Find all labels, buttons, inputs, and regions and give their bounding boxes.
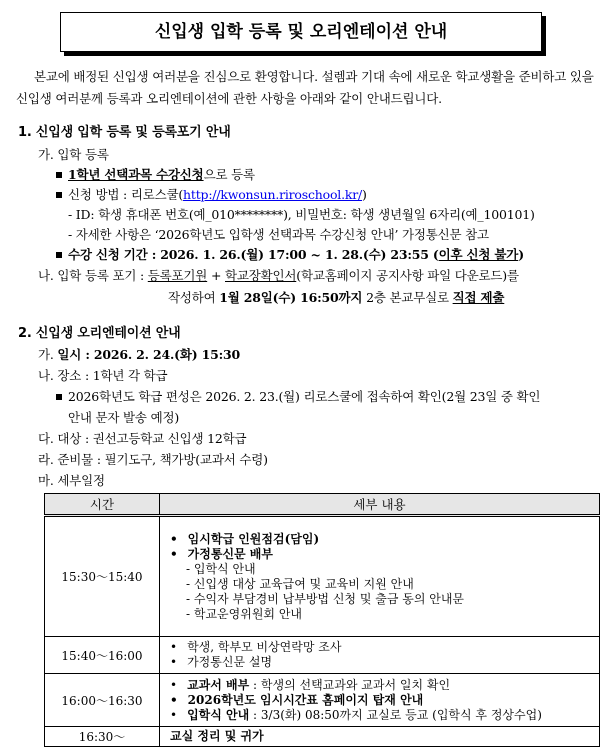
table-row: [45, 727, 600, 747]
list-item: - 수익자 부담경비 납부방법 신청 및 출금 동의 안내문: [186, 591, 465, 606]
section1-heading: 1. 신입생 입학 등록 및 등록포기 안내: [18, 125, 231, 140]
column-header-details: 세부 내용: [160, 494, 600, 516]
section2-na: 나. 장소 : 1학년 각 학급: [38, 368, 168, 383]
section1-na-line2: [168, 289, 504, 307]
submit-in-person: 직접 제출: [452, 290, 505, 305]
section1-na: [38, 267, 519, 285]
time-cell: 16:00～16:30: [45, 674, 160, 727]
section2-da: 다. 대상 : 권선고등학교 신입생 12학급: [38, 431, 247, 446]
submit-prefix: 작성하여: [168, 290, 220, 305]
riroschool-link[interactable]: http://kwonsun.riroschool.kr/: [183, 187, 363, 202]
square-bullet-icon: [56, 394, 62, 400]
page-title: 신입생 입학 등록 및 오리엔테이션 안내: [60, 12, 542, 52]
course-registration-label: 1학년 선택과목 수강신청: [68, 167, 204, 182]
table-row: [45, 674, 600, 727]
list-item: • 가정통신문 배부: [170, 547, 593, 562]
list-item: [170, 708, 593, 723]
list-item: • 학생, 학부모 비상연락망 조사: [170, 640, 593, 655]
submit-deadline: 1월 28일(수) 16:50까지: [219, 290, 363, 305]
ceremony-detail: : 3/3(화) 08:50까지 교실로 등교 (입학식 후 정상수업): [249, 707, 542, 722]
ceremony-label: 입학식 안내: [187, 707, 250, 722]
method-label: 신청 방법 : 리로스쿨(: [68, 187, 184, 202]
section2-ra: 라. 준비물 : 필기도구, 책가방(교과서 수령): [38, 452, 268, 467]
details-reference: - 자세한 사항은 ‘2026학년도 입학생 선택과목 수강신청 안내’ 가정통신문 참고: [68, 227, 489, 242]
list-item: - 신입생 대상 교육급여 및 교육비 지원 안내: [186, 576, 414, 591]
class-assignment-line2: 안내 문자 발송 예정): [68, 410, 179, 425]
download-note: (학교홈페이지 공지사항 파일 다운로드)를: [296, 268, 519, 283]
withdrawal-form: 등록포기원: [147, 268, 208, 283]
table-row: [45, 637, 600, 674]
orientation-datetime: 일시 : 2026. 2. 24.(화) 15:30: [57, 347, 240, 362]
list-item: • 2026학년도 임시시간표 홈페이지 탑재 안내: [170, 693, 593, 708]
section2-heading: 2. 신입생 오리엔테이션 안내: [18, 326, 181, 341]
period-close: ): [518, 247, 524, 262]
class-assignment-line1: 2026학년도 학급 편성은 2026. 2. 23.(월) 리로스쿨에 접속하여 확인(2월 23일 중 확인: [68, 389, 541, 404]
submit-place: 2층 본교무실로: [362, 290, 453, 305]
table-header-row: [45, 494, 600, 516]
time-cell: 15:30～15:40: [45, 516, 160, 637]
login-info: - ID: 학생 휴대폰 번호(예_010********), 비밀번호: 학생 생년월일 6자리(예_100101): [68, 207, 535, 222]
registration-bullet-3: [56, 246, 524, 264]
intro-paragraph: 본교에 배정된 신입생 여러분을 진심으로 환영합니다. 설렘과 기대 속에 새로운 학교생활을 준비하고 있을 신입생 여러분께 등록과 오리엔테이션에 관한 사항을 아래와 같이 안내드립니다.: [16, 69, 594, 106]
list-item: • 임시학급 인원점검(담임): [170, 532, 593, 547]
list-item: - 학교운영위원회 안내: [186, 606, 303, 621]
square-bullet-icon: [56, 192, 62, 198]
details-cell: [160, 516, 600, 637]
time-cell: 15:40～16:00: [45, 637, 160, 674]
column-header-time: 시간: [45, 494, 160, 516]
ga-prefix: 가.: [38, 347, 58, 362]
principal-confirmation: 학교장확인서: [225, 268, 297, 283]
list-item: • 가정통신문 설명: [170, 655, 593, 670]
square-bullet-icon: [56, 172, 62, 178]
section2-ma: 마. 세부일정: [38, 473, 105, 488]
list-item: [170, 678, 593, 693]
method-close: ): [362, 187, 367, 202]
schedule-table: [44, 493, 600, 747]
withdrawal-label: 나. 입학 등록 포기 :: [38, 268, 148, 283]
square-bullet-icon: [56, 252, 62, 258]
period-label: 수강 신청 기간 : 2026. 1. 26.(월) 17:00 ~ 1. 28.(수) 23:55 (: [68, 247, 439, 262]
list-item: - 입학식 안내: [186, 561, 256, 576]
table-row: [45, 516, 600, 637]
textbook-detail: : 학생의 선택교과와 교과서 일치 확인: [249, 677, 451, 692]
details-cell: [160, 674, 600, 727]
class-assignment-bullet: [56, 388, 540, 406]
textbook-label: 교과서 배부: [187, 677, 250, 692]
section2-ga: [38, 346, 240, 364]
section1-ga: 가. 입학 등록: [38, 147, 109, 162]
no-late-registration: 이후 신청 불가: [438, 247, 519, 262]
registration-suffix: 으로 등록: [203, 167, 255, 182]
registration-bullet-1: [56, 166, 255, 184]
details-cell: 교실 정리 및 귀가: [160, 727, 600, 747]
details-cell: [160, 637, 600, 674]
plus-sign: +: [207, 268, 225, 283]
registration-bullet-2: [56, 186, 367, 204]
time-cell: 16:30～: [45, 727, 160, 747]
